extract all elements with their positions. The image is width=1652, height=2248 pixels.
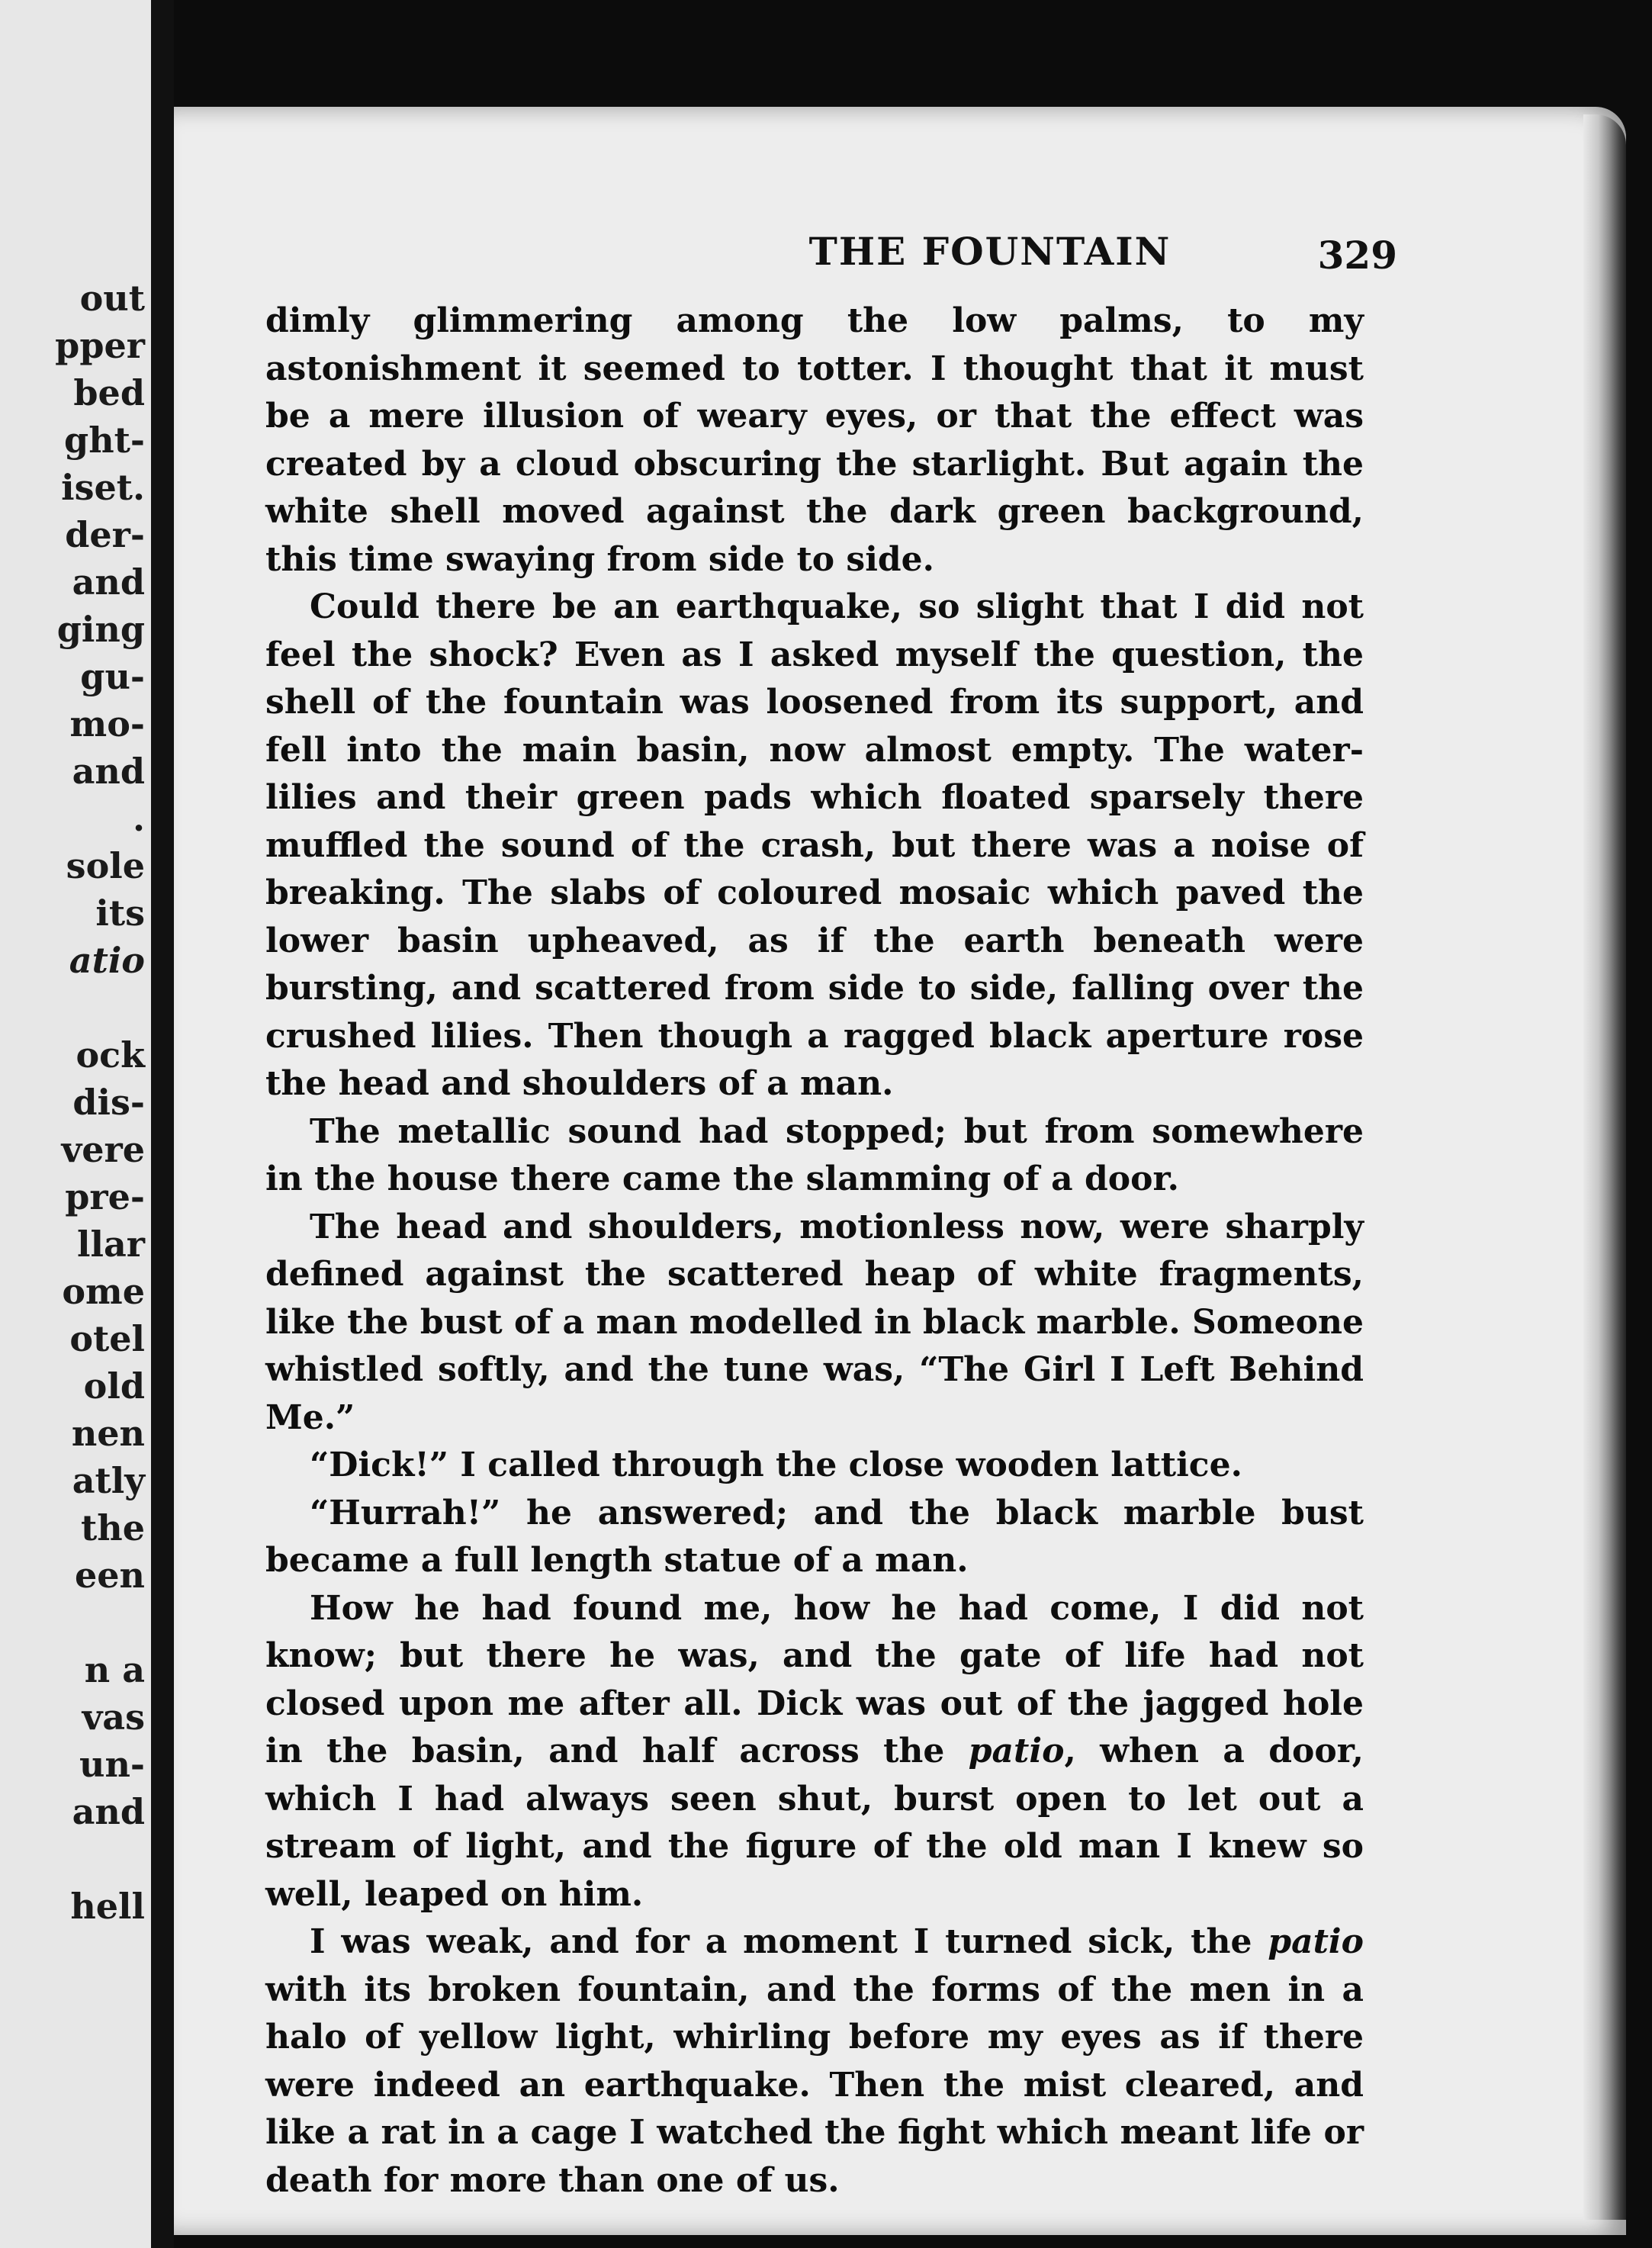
facing-page-edge xyxy=(0,0,151,2248)
facing-page-fragment: un- xyxy=(79,1744,145,1785)
paragraph xyxy=(265,1204,1364,1442)
facing-page-fragment: iset. xyxy=(61,467,145,508)
facing-page-fragment: dis- xyxy=(72,1082,145,1123)
facing-page-fragment: out xyxy=(79,278,145,319)
text-run: “Dick!” I called through the close wooden lattice. xyxy=(310,1446,1242,1484)
facing-page-fragment: pre- xyxy=(65,1176,145,1217)
text-run: , when a door, which I had always seen shut, burst open to let out a stream of light, and the figure of the old man I knew so well, leaped on him. xyxy=(265,1732,1364,1914)
facing-page-fragment: the xyxy=(81,1507,145,1549)
facing-page-fragment: ock xyxy=(76,1034,145,1076)
paragraph xyxy=(265,1490,1364,1585)
facing-page-fragment: der- xyxy=(65,514,145,555)
facing-page-fragment: mo- xyxy=(69,703,145,745)
facing-page-fragment: its xyxy=(95,892,145,934)
paragraph xyxy=(265,584,1364,1108)
facing-page-fragment: bed xyxy=(73,372,145,413)
facing-page-fragment: . xyxy=(132,798,145,839)
text-run: “Hurrah!” he answered; and the black marble bust became a full length statue of a man. xyxy=(265,1493,1364,1580)
body-text xyxy=(265,297,1364,2205)
page-edge-shadow xyxy=(1583,114,1626,2220)
facing-page-fragment: ome xyxy=(62,1271,145,1312)
text-run: Could there be an earthquake, so slight that I did not feel the shock? Even as I asked myself the question, the shell of the fountain was loosened from its support, and fell into the main basin, now almost empty. The water-lilies and their green pads which floated sparsely there muffled the sound of the crash, but there was a noise of breaking. The slabs of coloured mosaic which paved the lower basin upheaved, as if the earth beneath were bursting, and scattered from side to side, falling over the crushed lilies. Then though a ragged black aperture rose the head and shoulders of a man. xyxy=(265,587,1364,1103)
text-run: The head and shoulders, motionless now, were sharply defined against the scattered heap of white fragments, like the bust of a man modelled in black marble. Someone whistled softly, and the tune was, “The Girl I Left Behind Me.” xyxy=(265,1207,1364,1437)
italic-run: patio xyxy=(1268,1922,1364,1961)
text-run: dimly glimmering among the low palms, to my astonishment it seemed to totter. I thought that it must be a mere illusion of weary eyes, or that the effect was created by a cloud obscuring the starlight. But again the white shell moved against the dark green background, this time swaying from side to side. xyxy=(265,301,1364,579)
text-run: How he had found me, how he had come, I did not know; but there he was, and the gate of life had not closed upon me after all. Dick was out of the jagged hole in the basin, and half across the xyxy=(265,1588,1364,1770)
facing-page-fragment: ging xyxy=(56,609,145,650)
facing-page-fragment: and xyxy=(72,561,145,603)
facing-page-fragment xyxy=(0,984,145,1031)
running-title: THE FOUNTAIN xyxy=(808,229,1172,274)
facing-page-fragment: hell xyxy=(70,1886,145,1927)
text-run: with its broken fountain, and the forms of the men in a halo of yellow light, whirling before my eyes as if there were indeed an earthquake. Then the mist cleared, and like a rat in a cage I watched the fight which meant life or death for more than one of us. xyxy=(265,1970,1364,2200)
facing-page-fragment: atly xyxy=(72,1460,145,1501)
book-gutter xyxy=(151,0,174,2248)
facing-page-fragment: ght- xyxy=(64,420,145,461)
facing-page-fragment xyxy=(0,1835,145,1883)
text-run: The metallic sound had stopped; but from somewhere in the house there came the slamming of a door. xyxy=(265,1111,1364,1198)
facing-page-fragment: vere xyxy=(61,1129,145,1170)
facing-page-fragment: old xyxy=(83,1365,145,1407)
paragraph xyxy=(265,1442,1364,1490)
paragraph xyxy=(265,1585,1364,1919)
facing-page-fragment: otel xyxy=(69,1318,145,1359)
text-run: I was weak, and for a moment I turned sick, the xyxy=(310,1922,1268,1961)
paragraph xyxy=(265,297,1364,584)
facing-page-fragment xyxy=(0,1599,145,1646)
book-page xyxy=(174,107,1626,2235)
facing-page-text-fragments xyxy=(0,275,145,1930)
facing-page-fragment: n a xyxy=(84,1649,145,1690)
facing-page-fragment: sole xyxy=(66,845,145,886)
paragraph xyxy=(265,1918,1364,2205)
facing-page-fragment: and xyxy=(72,1791,145,1832)
italic-run: patio xyxy=(968,1732,1065,1770)
facing-page-fragment: and xyxy=(72,751,145,792)
facing-page-fragment: atio xyxy=(69,940,145,981)
facing-page-fragment: vas xyxy=(82,1696,145,1738)
facing-page-fragment: llar xyxy=(77,1224,145,1265)
paragraph xyxy=(265,1108,1364,1204)
facing-page-fragment: nen xyxy=(71,1413,145,1454)
facing-page-fragment: een xyxy=(75,1555,145,1596)
facing-page-fragment: pper xyxy=(55,325,145,366)
facing-page-fragment: gu- xyxy=(80,656,145,697)
page-number: 329 xyxy=(1317,233,1397,278)
